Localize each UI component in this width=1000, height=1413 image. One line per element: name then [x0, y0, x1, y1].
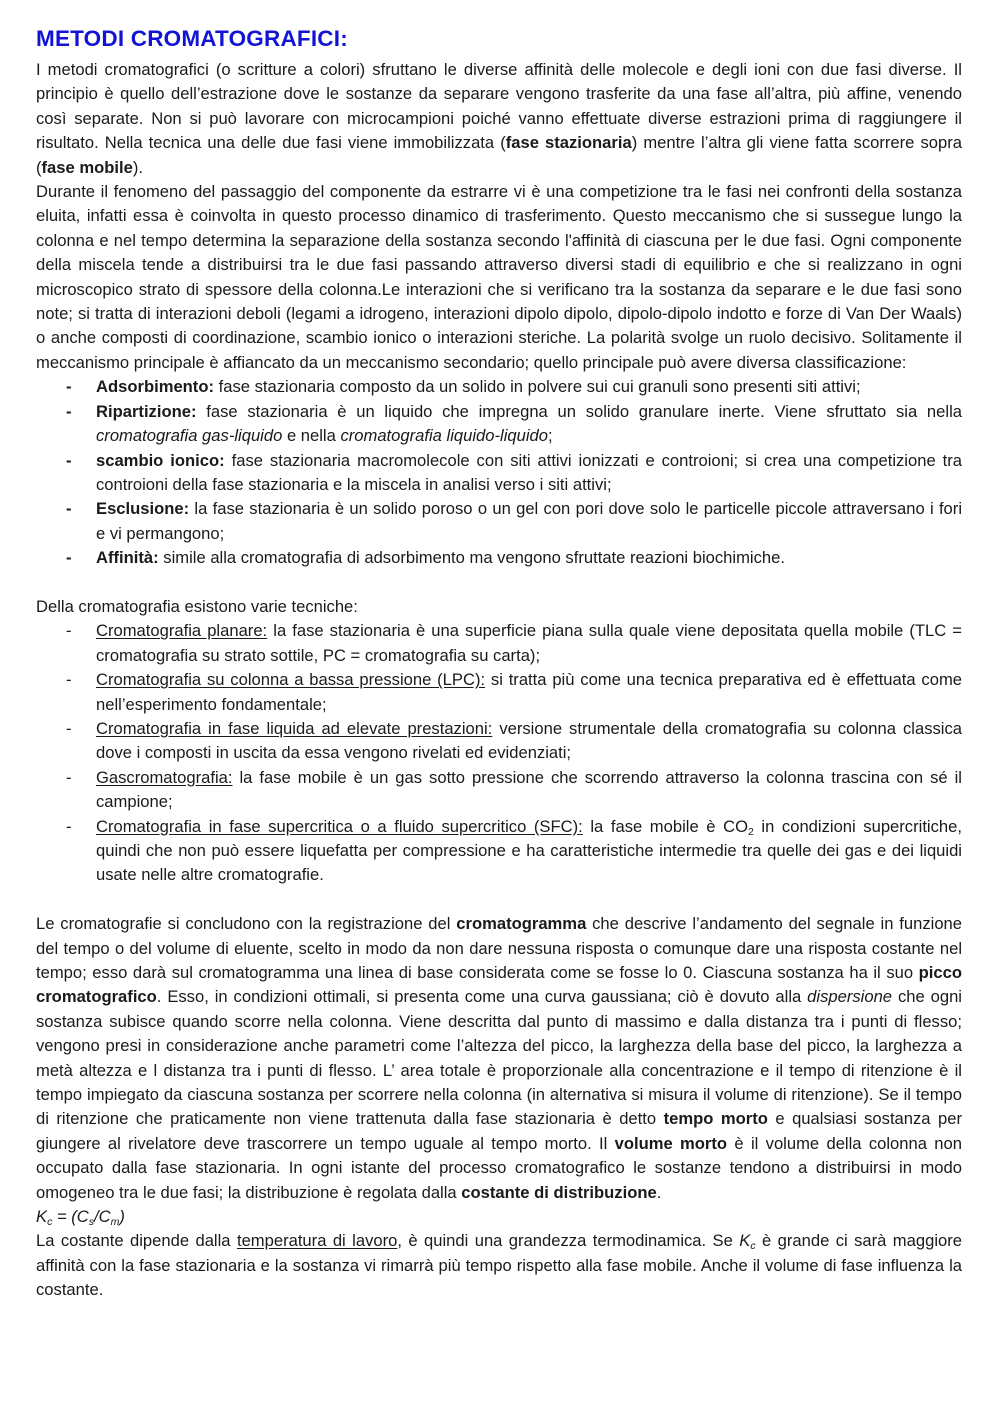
term-picco-cromatografico: picco cromatografico [36, 963, 962, 1007]
term-tempo-morto: tempo morto [663, 1109, 768, 1129]
list-item-esclusione [96, 497, 962, 546]
intro-paragraph [36, 58, 962, 180]
competition-paragraph: Durante il fenomeno del passaggio del componente da estrarre vi è una competizione tra le fasi nei confronti della sostanza eluita, infatti essa è coinvolta in questo processo dinamico di trasferimento. Questo meccanismo che si sussegue lungo la colonna e nel tempo determina la separazione della sostanza secondo l'affinità di ciascuna per le due fasi. Ogni componente della miscela tende a distribuirsi tra le due fasi passando attraverso diversi stadi di equilibrio e che si realizzano in ogni microscopico strato di spessore della colonna.Le interazioni che si verificano tra la sostanza da separare e le due fasi sono note; si tratta di interazioni deboli (legami a idrogeno, interazioni dipolo dipolo, dipolo-dipolo indotto e forze di Van Der Waals) o anche composti di coordinazione, scambio ionico o interazioni steriche. La polarità svolge un ruolo decisivo. Solitamente il meccanismo principale è affiancato da un meccanismo secondario; quello principale può avere diversa classificazione: [36, 182, 962, 372]
body-text: e qualsiasi sostanza per giungere al rivelatore deve trascorrere un tempo uguale al tempo morto. Il [36, 1109, 962, 1153]
mechanism-text: fase stazionaria composto da un solido in polvere sui cui granuli sono presenti siti attivi; [214, 377, 861, 397]
technique-term: Gascromatografia: [96, 767, 233, 787]
subscript: m [110, 1216, 120, 1229]
list-item-lpc [96, 668, 962, 717]
mechanism-term: Affinità: [96, 548, 159, 568]
techniques-intro: Della cromatografia esistono varie tecniche: [36, 596, 358, 616]
mechanism-text: ; [548, 426, 553, 446]
term-dispersione: dispersione [807, 987, 893, 1007]
mechanism-text: simile alla cromatografia di adsorbimento ma vengono sfruttate reazioni biochimiche. [158, 548, 785, 568]
body-text: è grande ci sarà maggiore affinità con la fase stazionaria e la sostanza vi rimarrà più tempo rispetto alla fase mobile. Anche il volume di fase influenza la costante. [36, 1231, 962, 1300]
formula-k: K [739, 1231, 751, 1251]
technique-text: la fase mobile è un gas sotto pressione che scorrendo attraverso la colonna trascina con sé il campione; [96, 767, 962, 812]
spacer [36, 571, 962, 595]
mechanism-italic: cromatografia liquido-liquido [340, 426, 548, 446]
formula-k: K [36, 1207, 48, 1227]
list-item-affinita [96, 546, 962, 570]
body-text: . [656, 1182, 662, 1202]
technique-text: la fase stazionaria è una superficie piana sulla quale viene depositata quella mobile (TLC = cromatografia su strato sottile, PC = cromatografia su carta); [96, 621, 962, 665]
intro-text-2: ) mentre l’altra gli viene fatta scorrere sopra ( [36, 133, 962, 177]
body-text: è il volume della colonna non occupato dalla fase stazionaria. In ogni istante del processo cromatografico le sostanze tendono a distribuirsi in modo omogeneo tra le due fasi; la distribuzione è regolata dalla [36, 1133, 962, 1202]
chromatogram-paragraph [36, 912, 962, 1205]
list-item-ripartizione [96, 400, 962, 449]
subscript: c [47, 1216, 53, 1229]
mechanism-term: scambio ionico: [96, 450, 225, 470]
term-cromatogramma: cromatogramma [456, 914, 587, 934]
term-fase-mobile: fase mobile [41, 157, 133, 177]
body-text: che descrive l’andamento del segnale in funzione del tempo o del volume di eluente, scelto in modo da non dare nessuna risposta o comunque dare una risposta costante nel tempo; esso darà sul cromatogramma una linea di base considerata come se fosse lo 0. Ciascuna sostanza ha il suo [36, 914, 963, 982]
technique-term: Cromatografia in fase supercritica o a fluido supercritico (SFC): [96, 816, 583, 836]
technique-term: Cromatografia su colonna a bassa pressione (LPC): [96, 670, 486, 690]
technique-term: Cromatografia planare: [96, 621, 268, 641]
list-item-planare [96, 619, 962, 668]
term-temperatura-lavoro: temperatura di lavoro [236, 1231, 398, 1251]
intro-text-3: ). [132, 157, 143, 177]
intro-text-1: I metodi cromatografici (o scritture a colori) sfruttano le diverse affinità delle molecole e degli ioni con due fasi diverse. Il principio è quello dell’estrazione dove le sostanze da separare vengono trasferite da una fase all’altra, più affine, venendo così separate. Non si può lavorare con microcampioni poiché vanno effettuate diverse estrazioni prima di raggiungere il risultato. Nella tecnica una delle due fasi viene immobilizzata ( [36, 60, 962, 153]
mechanism-term: Ripartizione: [96, 401, 197, 421]
list-item-sfc [96, 815, 962, 888]
formula-text: = (C [52, 1207, 89, 1227]
term-costante-distribuzione: costante di distribuzione [461, 1182, 657, 1202]
technique-text: versione strumentale della cromatografia su colonna classica dove i composti in uscita da essa vengono rivelati ed evidenziati; [96, 718, 963, 763]
formula-text: /C [94, 1207, 111, 1227]
body-text: . Esso, in condizioni ottimali, si presenta come una curva gaussiana; ciò è dovuto alla [156, 987, 808, 1007]
body-text: , è quindi una grandezza termodinamica. Se [397, 1231, 740, 1251]
techniques-list [36, 619, 962, 887]
body-text: La costante dipende dalla [36, 1231, 237, 1251]
mechanism-term: Adsorbimento: [96, 377, 214, 397]
mechanism-text: fase stazionaria è un liquido che impregna un solido granulare inerte. Viene sfruttato sia nella [196, 401, 962, 421]
mechanism-text: fase stazionaria macromolecole con siti attivi ionizzati e controioni; si crea una competizione tra controioni della fase stazionaria e la miscela in analisi verso i siti attivi; [96, 450, 962, 494]
term-volume-morto: volume morto [614, 1133, 728, 1153]
constant-paragraph [36, 1229, 962, 1302]
list-item-hplc [96, 717, 962, 766]
spacer [36, 888, 962, 912]
body-text: che ogni sostanza subisce quando scorre nella colonna. Viene descritta dal punto di massimo e dalla distanza tra i punti di flesso; vengono presi in considerazione anche parametri come l’altezza del picco, la larghezza della base del picco, la larghezza a metà altezza e l distanza tra i punti di flesso. L’ area totale è proporzionale alla concentrazione e il tempo di ritenzione è il tempo impiegato da ciascuna sostanza per scorrere nella colonna (in alternativa si misura il volume di ritenzione). Se il tempo di ritenzione che praticamente non viene trattenuta dalla fase stazionaria è detto [36, 987, 962, 1129]
technique-term: Cromatografia in fase liquida ad elevate prestazioni: [96, 718, 493, 738]
body-text: Le cromatografie si concludono con la registrazione del [36, 914, 457, 934]
formula-line [36, 1205, 962, 1229]
term-fase-stazionaria: fase stazionaria [505, 133, 632, 153]
subscript: s [88, 1216, 94, 1229]
formula-text: ) [119, 1207, 125, 1227]
mechanism-list [36, 375, 962, 570]
subscript: c [750, 1240, 756, 1253]
technique-text: in condizioni supercritiche, quindi che non può essere liquefatta per compressione e ha caratteristiche intermedie tra quelle dei gas e dei liquidi usate nelle altre cromatografie. [96, 816, 962, 885]
mechanism-text: e nella [282, 426, 341, 446]
technique-text: la fase mobile è CO [582, 816, 748, 836]
list-item-adsorbimento [96, 375, 962, 399]
page-title: METODI CROMATOGRAFICI: [36, 26, 348, 51]
mechanism-italic: cromatografia gas-liquido [96, 426, 283, 446]
technique-text: si tratta più come una tecnica preparativa ed è effettuata come nell’esperimento fondamentale; [96, 670, 962, 714]
mechanism-text: la fase stazionaria è un solido poroso o un gel con pori dove solo le particelle piccole attraversano i fori e vi permangono; [96, 499, 962, 543]
mechanism-term: Esclusione: [96, 499, 190, 519]
subscript: 2 [747, 825, 754, 838]
list-item-gascromatografia [96, 766, 962, 815]
list-item-scambio-ionico [96, 449, 962, 498]
